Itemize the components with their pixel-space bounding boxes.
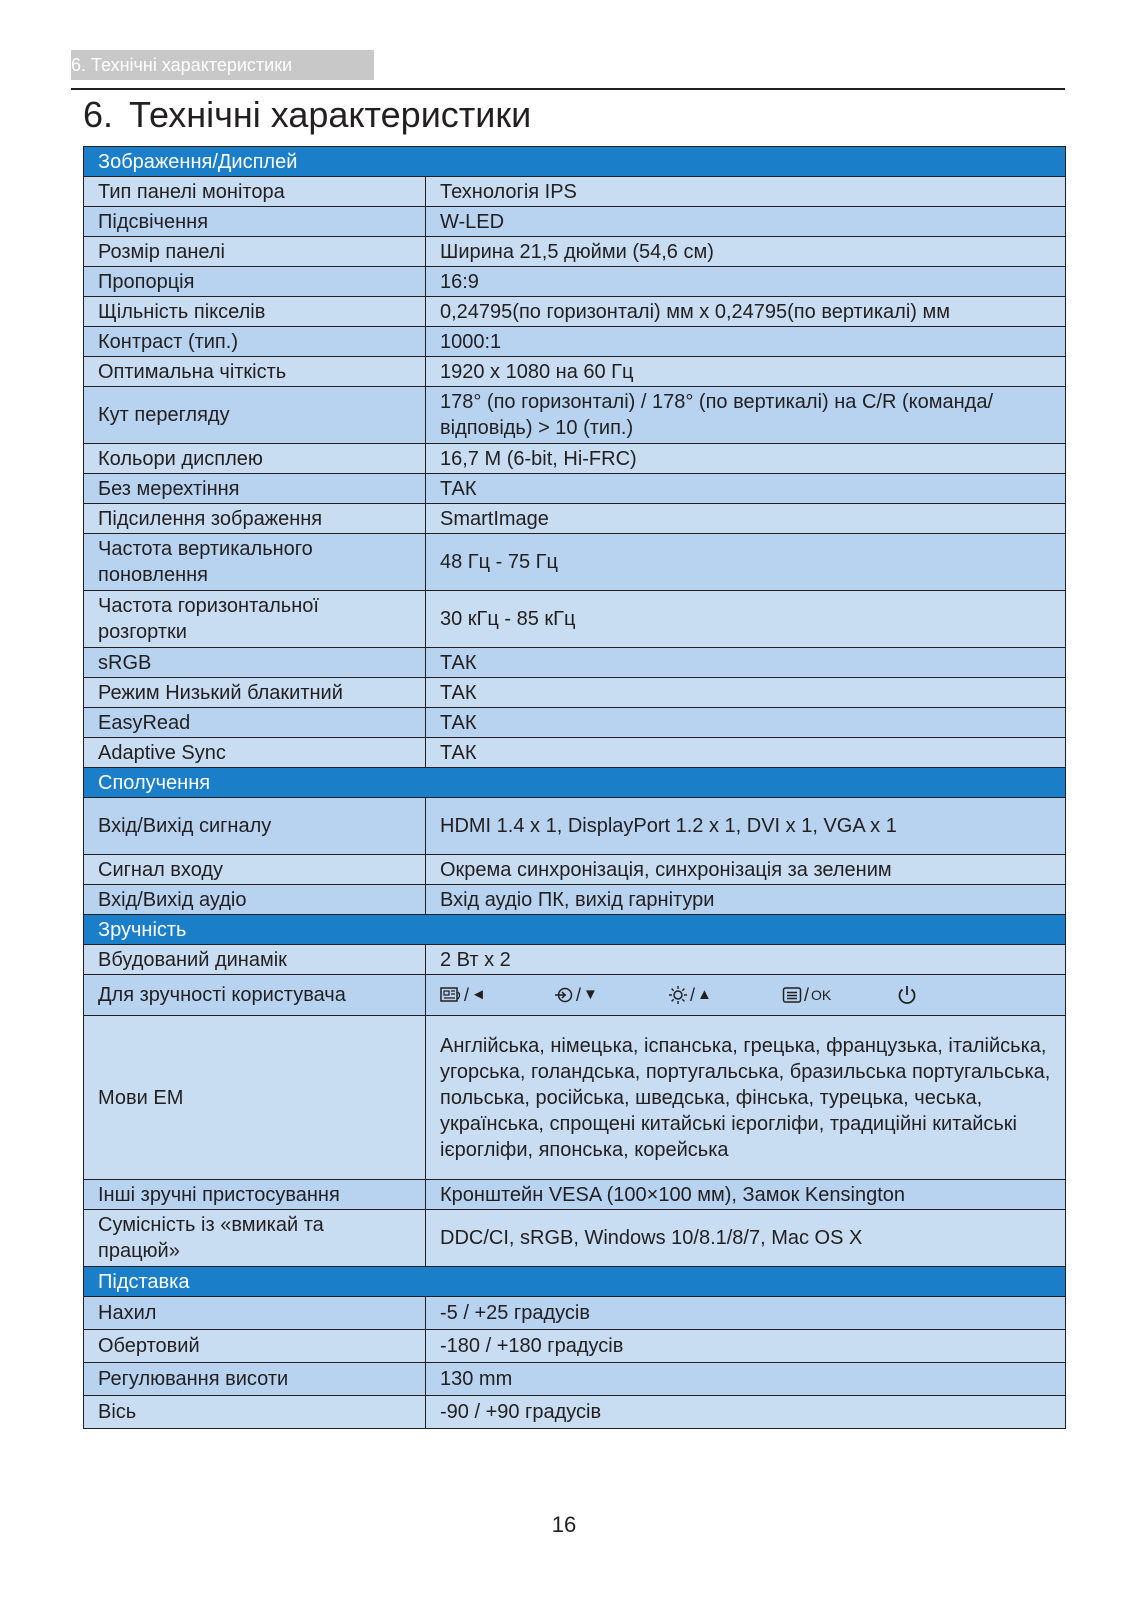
spec-label: Вхід/Вихід сигналу (84, 798, 426, 855)
table-row (84, 237, 1066, 267)
brightness-icon (668, 985, 688, 1005)
spec-label: Частота горизонтальної розгортки (84, 591, 426, 648)
specifications-table (83, 146, 1066, 1429)
ok-label: OK (811, 987, 832, 1003)
spec-label: EasyRead (84, 708, 426, 738)
table-row (84, 945, 1066, 975)
section-title: Зручність (84, 915, 1066, 945)
control-separator: / (690, 985, 696, 1005)
control-buttons-list (440, 982, 1051, 1008)
spec-label: sRGB (84, 648, 426, 678)
spec-label: Частота вертикального поновлення (84, 534, 426, 591)
table-row (84, 357, 1066, 387)
section-title: Сполучення (84, 768, 1066, 798)
table-row (84, 1363, 1066, 1396)
menu-icon (782, 986, 802, 1004)
up-arrow-icon: ▲ (697, 986, 712, 1003)
power-control (896, 984, 1010, 1006)
page-title (83, 92, 531, 138)
smartimage-left-control (440, 982, 554, 1008)
table-row (84, 474, 1066, 504)
down-arrow-icon: ▼ (583, 986, 598, 1003)
spec-value: 16,7 M (6-bit, Hi-FRC) (426, 444, 1066, 474)
spec-value: ТАК (426, 708, 1066, 738)
table-row (84, 648, 1066, 678)
table-row (84, 855, 1066, 885)
spec-value: 1920 x 1080 на 60 Гц (426, 357, 1066, 387)
table-row (84, 678, 1066, 708)
table-row (84, 504, 1066, 534)
spec-label: Підсилення зображення (84, 504, 426, 534)
spec-value: -5 / +25 градусів (426, 1297, 1066, 1330)
spec-label: Оптимальна чіткість (84, 357, 426, 387)
section-header-stand (84, 1267, 1066, 1297)
table-row (84, 267, 1066, 297)
spec-value: 48 Гц - 75 Гц (426, 534, 1066, 591)
table-row (84, 798, 1066, 855)
table-row (84, 444, 1066, 474)
spec-value: 30 кГц - 85 кГц (426, 591, 1066, 648)
spec-label: Режим Низький блакитний (84, 678, 426, 708)
spec-value: 130 mm (426, 1363, 1066, 1396)
table-row (84, 1297, 1066, 1330)
section-header-convenience (84, 915, 1066, 945)
spec-label: Підсвічення (84, 207, 426, 237)
spec-label: Нахил (84, 1297, 426, 1330)
spec-value: 178° (по горизонталі) / 178° (по вертикалі) на C/R (команда/відповідь) > 10 (тип.) (426, 387, 1066, 444)
spec-value: Окрема синхронізація, синхронізація за зеленим (426, 855, 1066, 885)
spec-label: Вбудований динамік (84, 945, 426, 975)
spec-value: ТАК (426, 678, 1066, 708)
spec-label: Розмір панелі (84, 237, 426, 267)
chapter-number: 6. (83, 94, 114, 135)
spec-label: Пропорція (84, 267, 426, 297)
section-header-connectivity (84, 768, 1066, 798)
spec-label: Інші зручні пристосування (84, 1180, 426, 1210)
table-row (84, 327, 1066, 357)
table-row (84, 177, 1066, 207)
table-row (84, 534, 1066, 591)
spec-label: Контраст (тип.) (84, 327, 426, 357)
spec-value: ТАК (426, 474, 1066, 504)
table-row (84, 885, 1066, 915)
section-header-display (84, 147, 1066, 177)
table-row (84, 1180, 1066, 1210)
table-row (84, 1396, 1066, 1429)
table-row (84, 207, 1066, 237)
brightness-up-control (668, 982, 782, 1008)
spec-label: Вхід/Вихід аудіо (84, 885, 426, 915)
spec-value: Вхід аудіо ПК, вихід гарнітури (426, 885, 1066, 915)
spec-value: W-LED (426, 207, 1066, 237)
spec-label: Регулювання висоти (84, 1363, 426, 1396)
spec-value: Ширина 21,5 дюйми (54,6 см) (426, 237, 1066, 267)
menu-ok-control (782, 982, 896, 1008)
control-separator: / (804, 985, 810, 1005)
spec-value: 1000:1 (426, 327, 1066, 357)
spec-value: ТАК (426, 738, 1066, 768)
spec-label: Сигнал входу (84, 855, 426, 885)
spec-value: -180 / +180 градусів (426, 1330, 1066, 1363)
spec-value: -90 / +90 градусів (426, 1396, 1066, 1429)
table-row (84, 975, 1066, 1016)
table-row (84, 591, 1066, 648)
page-number: 16 (551, 1512, 577, 1537)
spec-label: Для зручності користувача (84, 975, 426, 1016)
section-title: Зображення/Дисплей (84, 147, 1066, 177)
spec-value-controls (426, 975, 1066, 1016)
table-row (84, 738, 1066, 768)
spec-label: Мови ЕМ (84, 1016, 426, 1180)
input-icon (554, 986, 574, 1004)
table-row (84, 1210, 1066, 1267)
spec-label: Adaptive Sync (84, 738, 426, 768)
spec-value: SmartImage (426, 504, 1066, 534)
spec-label: Без мерехтіння (84, 474, 426, 504)
spec-value: 0,24795(по горизонталі) мм x 0,24795(по вертикалі) мм (426, 297, 1066, 327)
table-row (84, 1016, 1066, 1180)
section-title: Підставка (84, 1267, 1066, 1297)
input-down-control (554, 982, 668, 1008)
control-separator: / (576, 985, 582, 1005)
control-separator: / (464, 985, 470, 1005)
table-row (84, 708, 1066, 738)
spec-value: HDMI 1.4 x 1, DisplayPort 1.2 x 1, DVI x 1, VGA x 1 (426, 798, 1066, 855)
left-arrow-icon: ◄ (471, 986, 486, 1003)
spec-value: DDC/CI, sRGB, Windows 10/8.1/8/7, Mac OS X (426, 1210, 1066, 1267)
spec-value: Англійська, німецька, іспанська, грецька, французька, італійська, угорська, голандська, португальська, бразильська португальська, польська, російська, шведська, фінська, турецька, чеська, українська, спрощені китайські ієрогліфи, традиційні китайські ієрогліфи, японська, корейська (426, 1016, 1066, 1180)
running-header: 6. Технічні характеристики (71, 50, 374, 80)
table-row (84, 1330, 1066, 1363)
header-rule (71, 88, 1065, 90)
spec-label: Обертовий (84, 1330, 426, 1363)
spec-label: Кольори дисплею (84, 444, 426, 474)
spec-label: Вісь (84, 1396, 426, 1429)
spec-value: 16:9 (426, 267, 1066, 297)
spec-value: ТАК (426, 648, 1066, 678)
spec-label: Сумісність із «вмикай та працюй» (84, 1210, 426, 1267)
spec-label: Тип панелі монітора (84, 177, 426, 207)
table-row (84, 387, 1066, 444)
table-row (84, 297, 1066, 327)
spec-value: Технологія IPS (426, 177, 1066, 207)
smartimage-icon (440, 986, 462, 1004)
chapter-title: Технічні характеристики (129, 94, 532, 135)
spec-label: Щільність пікселів (84, 297, 426, 327)
spec-value: Кронштейн VESA (100×100 мм), Замок Kensington (426, 1180, 1066, 1210)
power-icon (896, 984, 918, 1006)
spec-value: 2 Вт x 2 (426, 945, 1066, 975)
spec-label: Кут перегляду (84, 387, 426, 444)
